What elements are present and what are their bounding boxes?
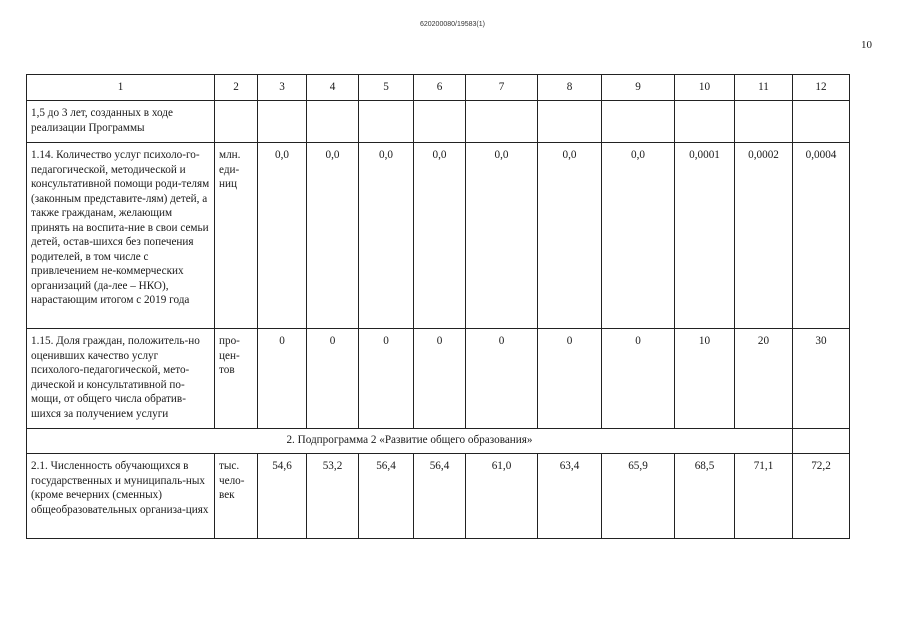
column-number: 10: [675, 75, 735, 101]
table-row: [27, 454, 850, 539]
value-cell: 72,2: [793, 454, 850, 539]
column-number: 2: [215, 75, 258, 101]
value-cell: 0: [602, 329, 675, 429]
value-cell: 0,0: [258, 143, 307, 329]
value-cell: [735, 101, 793, 143]
indicator-description: 1,5 до 3 лет, созданных в ходе реализации Программы: [27, 101, 215, 143]
column-number: 12: [793, 75, 850, 101]
value-cell: 61,0: [466, 454, 538, 539]
column-number-row: [27, 75, 850, 101]
value-cell: 53,2: [307, 454, 359, 539]
document-id: 620200080/19583(1): [419, 21, 485, 28]
value-cell: [675, 101, 735, 143]
indicator-description: 1.15. Доля граждан, положитель-но оценивших качество услуг психолого-педагогической, мето-дической и консультативной по-мощи, от общего числа обратив-шихся за получением услуги: [27, 329, 215, 429]
unit-cell: про-цен-тов: [215, 329, 258, 429]
column-number: 11: [735, 75, 793, 101]
value-cell: 54,6: [258, 454, 307, 539]
value-cell: 20: [735, 329, 793, 429]
column-number: 4: [307, 75, 359, 101]
value-cell: 0: [258, 329, 307, 429]
indicator-table: [26, 74, 850, 539]
value-cell: [307, 101, 359, 143]
value-cell: 0: [359, 329, 414, 429]
value-cell: 30: [793, 329, 850, 429]
column-number: 8: [538, 75, 602, 101]
value-cell: 65,9: [602, 454, 675, 539]
column-number: 7: [466, 75, 538, 101]
value-cell: 0,0: [307, 143, 359, 329]
indicator-description: 1.14. Количество услуг психоло-го-педагогической, методической и консультативной помощи роди-телям (законным представите-лям) детей, а также гражданам, желающим принять на воспита-ние в свои семьи детей, остав-шихся без попечения родителей, в том числе с привлечением не-коммерческих организаций (да-лее – НКО), нарастающим итогом с 2019 года: [27, 143, 215, 329]
value-cell: [359, 101, 414, 143]
value-cell: 0: [466, 329, 538, 429]
table-row: [27, 329, 850, 429]
value-cell: 0,0: [538, 143, 602, 329]
unit-cell: [215, 101, 258, 143]
subprogram-heading-row: [27, 429, 850, 454]
value-cell: 0,0004: [793, 143, 850, 329]
table-row: [27, 143, 850, 329]
value-cell: 63,4: [538, 454, 602, 539]
value-cell: 56,4: [359, 454, 414, 539]
subprogram-heading: 2. Подпрограмма 2 «Развитие общего образования»: [27, 429, 793, 454]
value-cell: 68,5: [675, 454, 735, 539]
unit-cell: тыс. чело-век: [215, 454, 258, 539]
value-cell: 10: [675, 329, 735, 429]
value-cell: [538, 101, 602, 143]
value-cell: 0,0: [359, 143, 414, 329]
page-number: 10: [861, 39, 872, 51]
value-cell: 0,0002: [735, 143, 793, 329]
column-number: 3: [258, 75, 307, 101]
value-cell: 0: [538, 329, 602, 429]
value-cell: 71,1: [735, 454, 793, 539]
value-cell: 0,0: [466, 143, 538, 329]
column-number: 9: [602, 75, 675, 101]
value-cell: 0: [307, 329, 359, 429]
value-cell: [466, 101, 538, 143]
value-cell: 0,0001: [675, 143, 735, 329]
indicator-description: 2.1. Численность обучающихся в государственных и муниципаль-ных (кроме вечерних (сменных) общеобразовательных организа-циях: [27, 454, 215, 539]
value-cell: 0,0: [602, 143, 675, 329]
value-cell: [258, 101, 307, 143]
value-cell: [414, 101, 466, 143]
table-row: [27, 101, 850, 143]
value-cell: [602, 101, 675, 143]
value-cell: 0,0: [414, 143, 466, 329]
column-number: 5: [359, 75, 414, 101]
unit-cell: млн. еди-ниц: [215, 143, 258, 329]
value-cell: 56,4: [414, 454, 466, 539]
value-cell: 0: [414, 329, 466, 429]
empty-cell: [793, 429, 850, 454]
column-number: 1: [27, 75, 215, 101]
column-number: 6: [414, 75, 466, 101]
value-cell: [793, 101, 850, 143]
